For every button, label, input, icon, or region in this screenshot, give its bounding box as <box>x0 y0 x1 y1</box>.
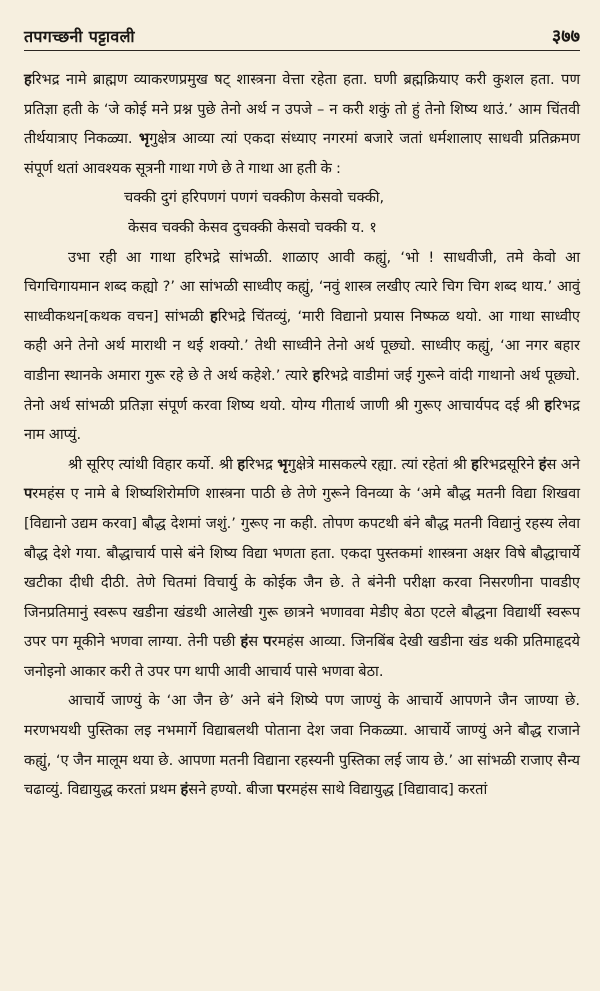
page-header <box>24 24 580 51</box>
paragraph: श्री सूरिए त्यांथी विहार कर्यो. श्री हरिभद्र भृगुक्षेत्रे मासकल्पे रह्या. त्यां रहेतां श्री हरिभद्रसूरिने हंस अने परमहंस ए नामे बे शिष्यशिरोमणि शास्त्रना पाठी छे तेणे गुरूने विनव्या के ‘अमे बौद्ध मतनी विद्या शिखवा [विद्यानो उद्यम करवा] बौद्ध देशमां जशुं.’ गुरूए ना कही. तोपण कपटथी बंने बौद्ध मतनी विद्यानुं रहस्य लेवा बौद्ध देशे गया. बौद्धाचार्य पासे बंने शिष्य विद्या भणता हता. एकदा पुस्तकमां शास्त्रना अक्षर विषे बौद्धाचार्ये खटीका दीधी दीठी. तेणे चितमां विचार्यु के कोईक जैन छे. ते बंनेनी परीक्षा करवा निसरणीना पावडीए जिनप्रतिमानुं स्वरूप खडीना खंडथी आलेखी गुरू छात्रने भणाववा मेडीए बेठा एटले बौद्धना विद्यार्थी स्वरूप उपर पग मूकीने भणवा लाग्या. तेनी पछी हंस परमहंस आव्या. जिनबिंब देखी खडीना खंड थकी प्रतिमाहृदये जनोइनो आकार करी ते उपर पग थापी आवी आचार्य पासे भणवा बेठा. <box>24 455 580 680</box>
running-title: तपगच्छनी पट्टावली <box>24 27 135 46</box>
paragraph: आचार्ये जाण्युं के ‘आ जैन छे’ अने बंने शिष्ये पण जाण्युं के आचार्ये आपणने जैन जाण्या छे. मरणभयथी पुस्तिका लइ नभमार्गे विद्याबलथी पोताना देश जवा निकळ्या. आचार्ये जाण्युं अने बौद्ध राजाने कह्युं, ‘ए जैन मालूम थया छे. आपणा मतनी विद्याना रहस्यनी पुस्तिका लई जाय छे.’ आ सांभळी राजाए सैन्य चढाव्युं. विद्यायुद्ध करतां प्रथम हंसने हण्यो. बीजा परमहंस साथे विद्यायुद्ध [विद्यावाद] करतां <box>24 692 580 799</box>
paragraph: हरिभद्र नामे ब्राह्मण व्याकरणप्रमुख षट् शास्त्रना वेत्ता रहेता हता. घणी ब्रह्मक्रियाए करी कुशल हता. पण प्रतिज्ञा हती के ‘जे कोई मने प्रश्न पुछे तेनो अर्थ न उपजे – न करी शकुं तो हुं तेनो शिष्य थाउं.’ आम चिंतवी तीर्थयात्राए निकळ्या. भृगुक्षेत्र आव्या त्यां एकदा संध्याए नगरमां बजारे जतां धर्मशालाए साधवी प्रतिक्रमण संपूर्ण थतां आवश्यक सूत्रनी गाथा गणे छे ते गाथा आ हती के : <box>24 71 580 177</box>
paragraph: उभा रही आ गाथा हरिभद्रे सांभळी. शाळाए आवी कह्युं, ‘भो ! साधवीजी, तमे केवो आ चिगचिगायमान शब्द कह्यो ?’ आ सांभळी साध्वीए कह्युं, ‘नवुं शास्त्र लखीए त्यारे चिग चिग शब्द थाय.’ आवुं साध्वीकथन[कथक वचन] सांभळी हरिभद्रे चिंतव्युं, ‘मारी विद्यानो प्रयास निष्फळ थयो. आ गाथा साध्वीए कही अने तेनो अर्थ माराथी न थई शक्यो.’ तेथी साध्वीने तेनो अर्थ पूछ्यो. साध्वीए कह्युं, ‘आ नगर बहार वाडीना स्थानके अमारा गुरू रहे छे ते अर्थ कहेशे.’ त्यारे हरिभद्रे वाडीमां जई गुरूने वांदी गाथानो अर्थ पूछ्यो. तेनो अर्थ सांभळी प्रतिज्ञा संपूर्ण करवा शिष्य थयो. योग्य गीतार्थ जाणी श्री गुरूए आचार्यपद दई श्री हरिभद्र नाम आप्युं. <box>24 248 580 444</box>
body-text <box>24 65 580 805</box>
verse-line: केसव चक्की केसव दुचक्की केसवो चक्की य. १ <box>128 218 377 236</box>
page-number: ३७७ <box>551 26 580 47</box>
verse-line: चक्की दुगं हरिपणगं पणगं चक्कीण केसवो चक्की, <box>124 189 385 207</box>
verse-block <box>24 183 580 242</box>
